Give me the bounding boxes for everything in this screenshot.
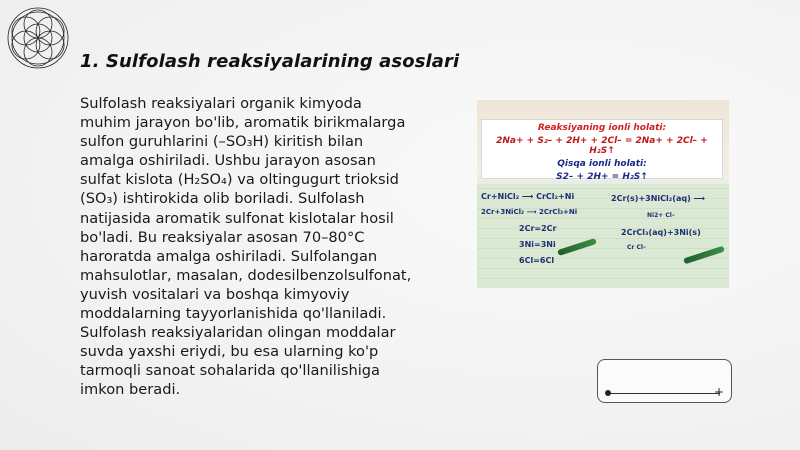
pen-icon bbox=[683, 246, 725, 265]
media-progress-widget[interactable] bbox=[597, 359, 732, 403]
body-line: (SO₃) ishtirokida olib boriladi. Sulfolash bbox=[80, 190, 365, 208]
body-line: mahsulotlar, masalan, dodesilbenzolsulfonat, bbox=[80, 266, 412, 284]
plus-icon[interactable]: + bbox=[714, 385, 725, 399]
right-equations-panel bbox=[603, 186, 727, 276]
body-line: amalga oshiriladi. Ushbu jarayon asosan bbox=[80, 152, 376, 170]
body-line: sulfon guruhlarini (–SO₃H) kiritish bilan bbox=[80, 133, 364, 151]
left-equations-panel bbox=[479, 186, 597, 276]
right-equation: Ni2+ Cl– bbox=[647, 212, 675, 219]
reaction-figure-image bbox=[477, 100, 729, 288]
ionic-heading: Reaksiyaning ionli holati: bbox=[537, 123, 667, 133]
progress-knob[interactable] bbox=[605, 390, 611, 396]
right-equation: 2CrCl₃(aq)+3Ni(s) bbox=[621, 228, 701, 237]
right-equation: 2Cr(s)+3NiCl₂(aq) ⟶ bbox=[611, 194, 705, 203]
right-equation: Cr Cl– bbox=[627, 244, 646, 251]
left-equation: 6Cl=6Cl bbox=[519, 256, 555, 265]
left-equation: 2Cr=2Cr bbox=[519, 224, 557, 233]
left-equation: 3Ni=3Ni bbox=[519, 240, 556, 249]
short-ionic-equation: S2– + 2H+ = H₂S↑ bbox=[556, 172, 648, 182]
body-line: Sulfolash reaksiyalari organik kimyoda bbox=[80, 95, 362, 112]
body-line: moddalarning tayyorlanishida qo'llaniladi. bbox=[80, 305, 387, 323]
body-line: bo'ladi. Bu reaksiyalar asosan 70–80°C bbox=[80, 228, 365, 246]
body-line: Sulfolash reaksiyalaridan olingan moddalar bbox=[80, 324, 396, 342]
slide-title: 1. Sulfolash reaksiyalarining asoslari bbox=[80, 51, 460, 72]
flower-of-life-logo-icon bbox=[4, 4, 72, 72]
body-line: imkon beradi. bbox=[80, 381, 181, 399]
body-line: tarmoqli sanoat sohalarida qo'llanilishiga bbox=[80, 362, 380, 380]
left-equation: Cr+NiCl₂ ⟶ CrCl₂+Ni bbox=[481, 192, 575, 201]
progress-track[interactable] bbox=[608, 393, 720, 394]
body-line: natijasida aromatik sulfonat kislotalar hosil bbox=[80, 209, 394, 227]
ionic-equation: 2Na+ + S₂– + 2H+ + 2Cl– = 2Na+ + 2Cl– + H₂S↑ bbox=[496, 136, 708, 156]
body-line: haroratda amalga oshiriladi. Sulfolangan bbox=[80, 247, 378, 265]
body-line: yuvish vositalari va boshqa kimyoviy bbox=[80, 285, 350, 303]
left-equation: 2Cr+3NiCl₂ ⟶ 2CrCl₃+Ni bbox=[481, 208, 578, 216]
slide-body-text bbox=[80, 94, 425, 400]
body-line: sulfat kislota (H₂SO₄) va oltingugurt trioksid bbox=[80, 171, 399, 189]
pen-icon bbox=[557, 238, 597, 256]
ionic-equation-box bbox=[481, 119, 723, 182]
body-line: suvda yaxshi eriydi, bu esa ularning ko'p bbox=[80, 343, 379, 361]
body-line: muhim jarayon bo'lib, aromatik birikmalarga bbox=[80, 114, 406, 132]
short-ionic-heading: Qisqa ionli holati: bbox=[557, 159, 647, 169]
